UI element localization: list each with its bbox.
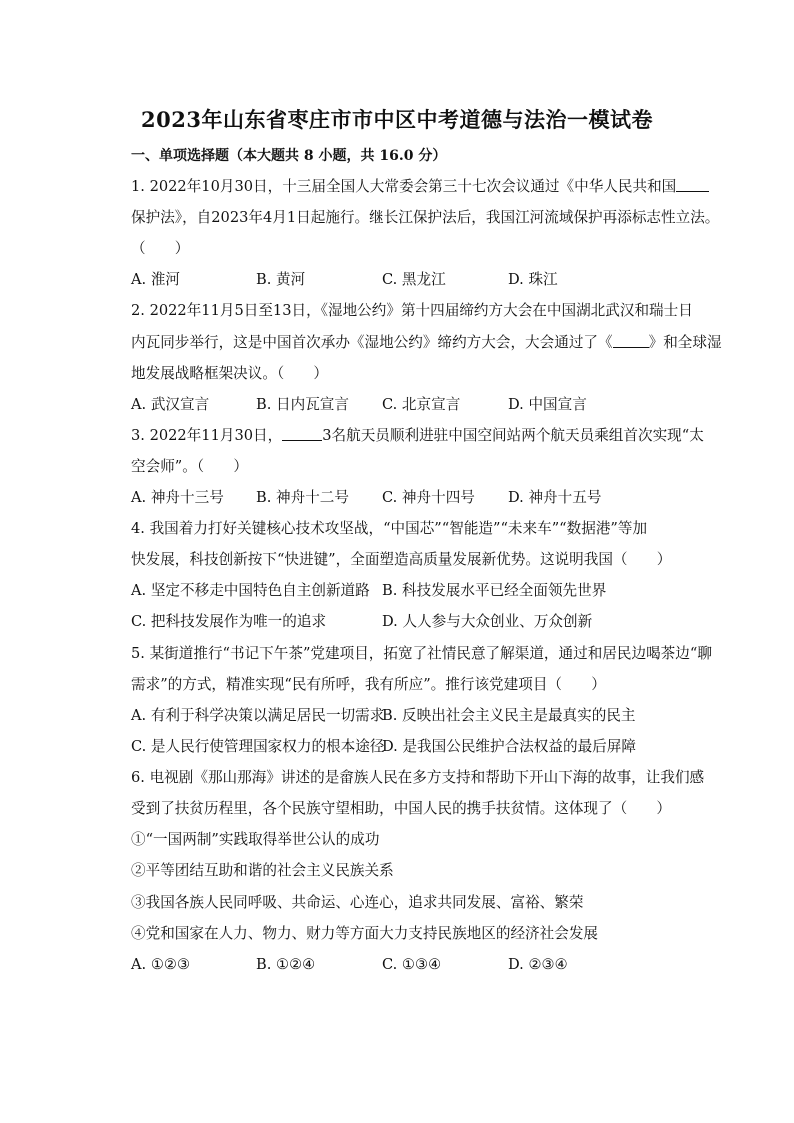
question-1-line-2: 保护法》，自2023年4月1日起施行。继长江保护法后，我国江河流域保护再添标志性立法。 [131,209,720,226]
answer-blank [676,177,709,192]
question-4-option-a: A. 坚定不移走中国特色自主创新道路 [131,582,370,599]
question-4-option-c: C. 把科技发展作为唯一的追求 [131,613,327,630]
question-3-option-b: B. 神舟十二号 [256,489,349,506]
question-3-option-d: D. 神舟十五号 [508,489,602,506]
question-1-option-c: C. 黑龙江 [382,271,446,288]
question-6-line-1: 6. 电视剧《那山那海》讲述的是畲族人民在多方支持和帮助下开山下海的故事，让我们感 [131,769,705,786]
answer-blank [282,426,322,441]
question-5-option-a: A. 有利于科学决策以满足居民一切需求 [131,707,385,724]
question-6-statement-1: ①“一国两制”实践取得举世公认的成功 [131,831,380,848]
question-6-statement-2: ②平等团结互助和谐的社会主义民族关系 [131,862,394,879]
question-2-line-3: 地发展战略框架决议。（ ） [131,365,329,382]
question-5-line-1: 5. 某街道推行“书记下午茶”党建项目，拓宽了社情民意了解渠道，通过和居民边喝茶边“聊 [131,645,712,662]
question-5-option-c: C. 是人民行使管理国家权力的根本途径 [131,738,385,755]
question-2-option-b: B. 日内瓦宣言 [256,396,349,413]
question-3-line-1: 3. 2022年11月30日， 3名航天员顺利进驻中国空间站两个航天员乘组首次实现“太 [131,427,704,444]
question-6-line-2: 受到了扶贫历程里，各个民族守望相助，中国人民的携手扶贫情。这体现了（ ） [131,800,671,817]
question-2-line-2: 内瓦同步举行，这是中国首次承办《湿地公约》缔约方大会，大会通过了《 》和全球湿 [131,334,722,351]
question-4-line-1: 4. 我国着力打好关键核心技术攻坚战，“中国芯”“智能造”“未来车”“数据港”等加 [131,520,648,537]
question-4-line-2: 快发展，科技创新按下“快进键”，全面塑造高质量发展新优势。这说明我国（ ） [131,551,672,568]
question-2-option-a: A. 武汉宣言 [131,396,210,413]
question-1-option-b: B. 黄河 [256,271,306,288]
question-6-option-a: A. ①②③ [131,956,191,973]
question-5-option-d: D. 是我国公民维护合法权益的最后屏障 [382,738,636,755]
section-heading: 一、单项选择题（本大题共 8 小题，共 16.0 分） [131,148,447,164]
question-2-option-c: C. 北京宣言 [382,396,461,413]
question-6-option-c: C. ①③④ [382,956,442,973]
question-2-line-1: 2. 2022年11月5日至13日，《湿地公约》第十四届缔约方大会在中国湖北武汉和瑞士日 [131,302,693,319]
question-1-line-3: （ ） [131,240,190,257]
question-3-line-2: 空会师”。（ ） [131,458,248,475]
question-4-option-b: B. 科技发展水平已经全面领先世界 [382,582,607,599]
question-5-line-2: 需求”的方式，精准实现“民有所呼，我有所应”。推行该党建项目（ ） [131,676,606,693]
page-title: 2023年山东省枣庄市市中区中考道德与法治一模试卷 [141,107,653,132]
question-3-option-c: C. 神舟十四号 [382,489,475,506]
question-1-option-a: A. 淮河 [131,271,181,288]
question-5-option-b: B. 反映出社会主义民主是最真实的民主 [382,707,636,724]
question-6-option-b: B. ①②④ [256,956,316,973]
question-6-option-d: D. ②③④ [508,956,568,973]
question-3-option-a: A. 神舟十三号 [131,489,224,506]
question-4-option-d: D. 人人参与大众创业、万众创新 [382,613,593,630]
answer-blank [613,333,649,348]
question-6-statement-3: ③我国各族人民同呼吸、共命运、心连心，追求共同发展、富裕、繁荣 [131,894,584,911]
question-1-line-1: 1. 2022年10月30日，十三届全国人大常委会第三十七次会议通过《中华人民共和国 [131,177,709,197]
question-1-option-d: D. 珠江 [508,271,558,288]
question-6-statement-4: ④党和国家在人力、物力、财力等方面大力支持民族地区的经济社会发展 [131,925,599,942]
question-2-option-d: D. 中国宣言 [508,396,587,413]
